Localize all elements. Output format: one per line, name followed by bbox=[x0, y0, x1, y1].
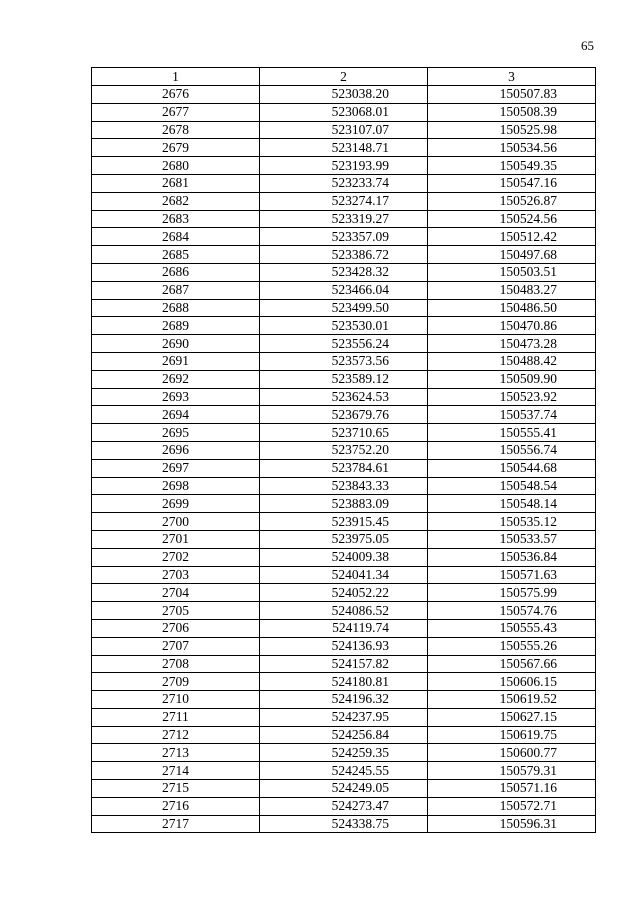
table-row bbox=[92, 726, 596, 744]
point-number-cell: 2677 bbox=[92, 103, 260, 121]
table-row bbox=[92, 228, 596, 246]
y-coordinate-cell: 150555.43 bbox=[428, 619, 596, 637]
y-coordinate-cell: 150533.57 bbox=[428, 530, 596, 548]
y-coordinate-cell: 150523.92 bbox=[428, 388, 596, 406]
table-row bbox=[92, 406, 596, 424]
y-coordinate-cell: 150483.27 bbox=[428, 281, 596, 299]
table-row bbox=[92, 157, 596, 175]
y-coordinate-cell: 150544.68 bbox=[428, 459, 596, 477]
y-coordinate-cell: 150508.39 bbox=[428, 103, 596, 121]
x-coordinate-cell: 524136.93 bbox=[260, 637, 428, 655]
table-row bbox=[92, 246, 596, 264]
y-coordinate-cell: 150486.50 bbox=[428, 299, 596, 317]
x-coordinate-cell: 523784.61 bbox=[260, 459, 428, 477]
y-coordinate-cell: 150548.14 bbox=[428, 495, 596, 513]
x-coordinate-cell: 524180.81 bbox=[260, 673, 428, 691]
x-coordinate-cell: 524256.84 bbox=[260, 726, 428, 744]
x-coordinate-cell: 523624.53 bbox=[260, 388, 428, 406]
x-coordinate-cell: 524237.95 bbox=[260, 708, 428, 726]
table-row bbox=[92, 263, 596, 281]
y-coordinate-cell: 150509.90 bbox=[428, 370, 596, 388]
point-number-cell: 2681 bbox=[92, 174, 260, 192]
table-row bbox=[92, 139, 596, 157]
x-coordinate-cell: 523679.76 bbox=[260, 406, 428, 424]
y-coordinate-cell: 150497.68 bbox=[428, 246, 596, 264]
x-coordinate-cell: 523357.09 bbox=[260, 228, 428, 246]
point-number-cell: 2700 bbox=[92, 513, 260, 531]
point-number-cell: 2684 bbox=[92, 228, 260, 246]
table-row bbox=[92, 797, 596, 815]
point-number-cell: 2701 bbox=[92, 530, 260, 548]
point-number-cell: 2683 bbox=[92, 210, 260, 228]
y-coordinate-cell: 150503.51 bbox=[428, 263, 596, 281]
y-coordinate-cell: 150488.42 bbox=[428, 352, 596, 370]
coordinates-table bbox=[91, 67, 596, 833]
point-number-cell: 2685 bbox=[92, 246, 260, 264]
y-coordinate-cell: 150619.75 bbox=[428, 726, 596, 744]
point-number-cell: 2707 bbox=[92, 637, 260, 655]
table-row bbox=[92, 317, 596, 335]
point-number-cell: 2712 bbox=[92, 726, 260, 744]
x-coordinate-cell: 523915.45 bbox=[260, 513, 428, 531]
table-row bbox=[92, 370, 596, 388]
point-number-cell: 2716 bbox=[92, 797, 260, 815]
table-row bbox=[92, 673, 596, 691]
table-row bbox=[92, 602, 596, 620]
column-header-3: 3 bbox=[428, 68, 596, 86]
x-coordinate-cell: 523589.12 bbox=[260, 370, 428, 388]
y-coordinate-cell: 150537.74 bbox=[428, 406, 596, 424]
table-row bbox=[92, 691, 596, 709]
x-coordinate-cell: 523466.04 bbox=[260, 281, 428, 299]
y-coordinate-cell: 150473.28 bbox=[428, 335, 596, 353]
x-coordinate-cell: 523843.33 bbox=[260, 477, 428, 495]
y-coordinate-cell: 150556.74 bbox=[428, 441, 596, 459]
table-row bbox=[92, 299, 596, 317]
y-coordinate-cell: 150567.66 bbox=[428, 655, 596, 673]
table-row bbox=[92, 780, 596, 798]
y-coordinate-cell: 150526.87 bbox=[428, 192, 596, 210]
point-number-cell: 2694 bbox=[92, 406, 260, 424]
column-header-1: 1 bbox=[92, 68, 260, 86]
table-row bbox=[92, 744, 596, 762]
table-row bbox=[92, 637, 596, 655]
table-row bbox=[92, 584, 596, 602]
x-coordinate-cell: 523193.99 bbox=[260, 157, 428, 175]
table-row bbox=[92, 281, 596, 299]
point-number-cell: 2711 bbox=[92, 708, 260, 726]
table-row bbox=[92, 86, 596, 104]
x-coordinate-cell: 523386.72 bbox=[260, 246, 428, 264]
point-number-cell: 2680 bbox=[92, 157, 260, 175]
point-number-cell: 2708 bbox=[92, 655, 260, 673]
point-number-cell: 2691 bbox=[92, 352, 260, 370]
x-coordinate-cell: 524338.75 bbox=[260, 815, 428, 833]
x-coordinate-cell: 524041.34 bbox=[260, 566, 428, 584]
point-number-cell: 2682 bbox=[92, 192, 260, 210]
table-row bbox=[92, 352, 596, 370]
table-row bbox=[92, 210, 596, 228]
x-coordinate-cell: 523710.65 bbox=[260, 424, 428, 442]
y-coordinate-cell: 150524.56 bbox=[428, 210, 596, 228]
y-coordinate-cell: 150606.15 bbox=[428, 673, 596, 691]
y-coordinate-cell: 150547.16 bbox=[428, 174, 596, 192]
point-number-cell: 2689 bbox=[92, 317, 260, 335]
point-number-cell: 2676 bbox=[92, 86, 260, 104]
x-coordinate-cell: 523573.56 bbox=[260, 352, 428, 370]
table-row bbox=[92, 708, 596, 726]
point-number-cell: 2696 bbox=[92, 441, 260, 459]
x-coordinate-cell: 523148.71 bbox=[260, 139, 428, 157]
table-row bbox=[92, 495, 596, 513]
table-row bbox=[92, 566, 596, 584]
point-number-cell: 2710 bbox=[92, 691, 260, 709]
point-number-cell: 2686 bbox=[92, 263, 260, 281]
point-number-cell: 2699 bbox=[92, 495, 260, 513]
table-row bbox=[92, 477, 596, 495]
x-coordinate-cell: 524249.05 bbox=[260, 780, 428, 798]
y-coordinate-cell: 150536.84 bbox=[428, 548, 596, 566]
table-row bbox=[92, 441, 596, 459]
y-coordinate-cell: 150575.99 bbox=[428, 584, 596, 602]
point-number-cell: 2688 bbox=[92, 299, 260, 317]
point-number-cell: 2704 bbox=[92, 584, 260, 602]
y-coordinate-cell: 150549.35 bbox=[428, 157, 596, 175]
y-coordinate-cell: 150534.56 bbox=[428, 139, 596, 157]
point-number-cell: 2690 bbox=[92, 335, 260, 353]
table-row bbox=[92, 121, 596, 139]
table-row bbox=[92, 424, 596, 442]
x-coordinate-cell: 523975.05 bbox=[260, 530, 428, 548]
x-coordinate-cell: 523752.20 bbox=[260, 441, 428, 459]
table-row bbox=[92, 335, 596, 353]
y-coordinate-cell: 150574.76 bbox=[428, 602, 596, 620]
point-number-cell: 2714 bbox=[92, 762, 260, 780]
table-body bbox=[92, 86, 596, 833]
point-number-cell: 2706 bbox=[92, 619, 260, 637]
table-row bbox=[92, 762, 596, 780]
x-coordinate-cell: 523038.20 bbox=[260, 86, 428, 104]
y-coordinate-cell: 150600.77 bbox=[428, 744, 596, 762]
x-coordinate-cell: 523428.32 bbox=[260, 263, 428, 281]
y-coordinate-cell: 150512.42 bbox=[428, 228, 596, 246]
x-coordinate-cell: 524196.32 bbox=[260, 691, 428, 709]
point-number-cell: 2697 bbox=[92, 459, 260, 477]
point-number-cell: 2698 bbox=[92, 477, 260, 495]
page-number: 65 bbox=[581, 38, 594, 53]
table-row bbox=[92, 619, 596, 637]
x-coordinate-cell: 524086.52 bbox=[260, 602, 428, 620]
table-row bbox=[92, 530, 596, 548]
table-row bbox=[92, 548, 596, 566]
point-number-cell: 2715 bbox=[92, 780, 260, 798]
point-number-cell: 2687 bbox=[92, 281, 260, 299]
x-coordinate-cell: 523556.24 bbox=[260, 335, 428, 353]
y-coordinate-cell: 150555.41 bbox=[428, 424, 596, 442]
point-number-cell: 2702 bbox=[92, 548, 260, 566]
point-number-cell: 2693 bbox=[92, 388, 260, 406]
x-coordinate-cell: 524157.82 bbox=[260, 655, 428, 673]
point-number-cell: 2695 bbox=[92, 424, 260, 442]
table-row bbox=[92, 174, 596, 192]
y-coordinate-cell: 150535.12 bbox=[428, 513, 596, 531]
y-coordinate-cell: 150548.54 bbox=[428, 477, 596, 495]
y-coordinate-cell: 150571.16 bbox=[428, 780, 596, 798]
point-number-cell: 2709 bbox=[92, 673, 260, 691]
y-coordinate-cell: 150507.83 bbox=[428, 86, 596, 104]
point-number-cell: 2713 bbox=[92, 744, 260, 762]
y-coordinate-cell: 150596.31 bbox=[428, 815, 596, 833]
y-coordinate-cell: 150579.31 bbox=[428, 762, 596, 780]
table-row bbox=[92, 192, 596, 210]
point-number-cell: 2678 bbox=[92, 121, 260, 139]
x-coordinate-cell: 523530.01 bbox=[260, 317, 428, 335]
point-number-cell: 2705 bbox=[92, 602, 260, 620]
x-coordinate-cell: 524119.74 bbox=[260, 619, 428, 637]
x-coordinate-cell: 524259.35 bbox=[260, 744, 428, 762]
y-coordinate-cell: 150555.26 bbox=[428, 637, 596, 655]
x-coordinate-cell: 523274.17 bbox=[260, 192, 428, 210]
x-coordinate-cell: 524052.22 bbox=[260, 584, 428, 602]
table-row bbox=[92, 103, 596, 121]
column-header-2: 2 bbox=[260, 68, 428, 86]
table-row bbox=[92, 513, 596, 531]
table-row bbox=[92, 655, 596, 673]
table-row bbox=[92, 815, 596, 833]
table-row bbox=[92, 459, 596, 477]
point-number-cell: 2679 bbox=[92, 139, 260, 157]
x-coordinate-cell: 523107.07 bbox=[260, 121, 428, 139]
y-coordinate-cell: 150627.15 bbox=[428, 708, 596, 726]
x-coordinate-cell: 523883.09 bbox=[260, 495, 428, 513]
x-coordinate-cell: 524245.55 bbox=[260, 762, 428, 780]
x-coordinate-cell: 523233.74 bbox=[260, 174, 428, 192]
y-coordinate-cell: 150525.98 bbox=[428, 121, 596, 139]
y-coordinate-cell: 150619.52 bbox=[428, 691, 596, 709]
point-number-cell: 2717 bbox=[92, 815, 260, 833]
table-header-row bbox=[92, 68, 596, 86]
y-coordinate-cell: 150470.86 bbox=[428, 317, 596, 335]
y-coordinate-cell: 150571.63 bbox=[428, 566, 596, 584]
x-coordinate-cell: 523499.50 bbox=[260, 299, 428, 317]
x-coordinate-cell: 523068.01 bbox=[260, 103, 428, 121]
y-coordinate-cell: 150572.71 bbox=[428, 797, 596, 815]
x-coordinate-cell: 523319.27 bbox=[260, 210, 428, 228]
point-number-cell: 2692 bbox=[92, 370, 260, 388]
x-coordinate-cell: 524273.47 bbox=[260, 797, 428, 815]
x-coordinate-cell: 524009.38 bbox=[260, 548, 428, 566]
point-number-cell: 2703 bbox=[92, 566, 260, 584]
table-row bbox=[92, 388, 596, 406]
